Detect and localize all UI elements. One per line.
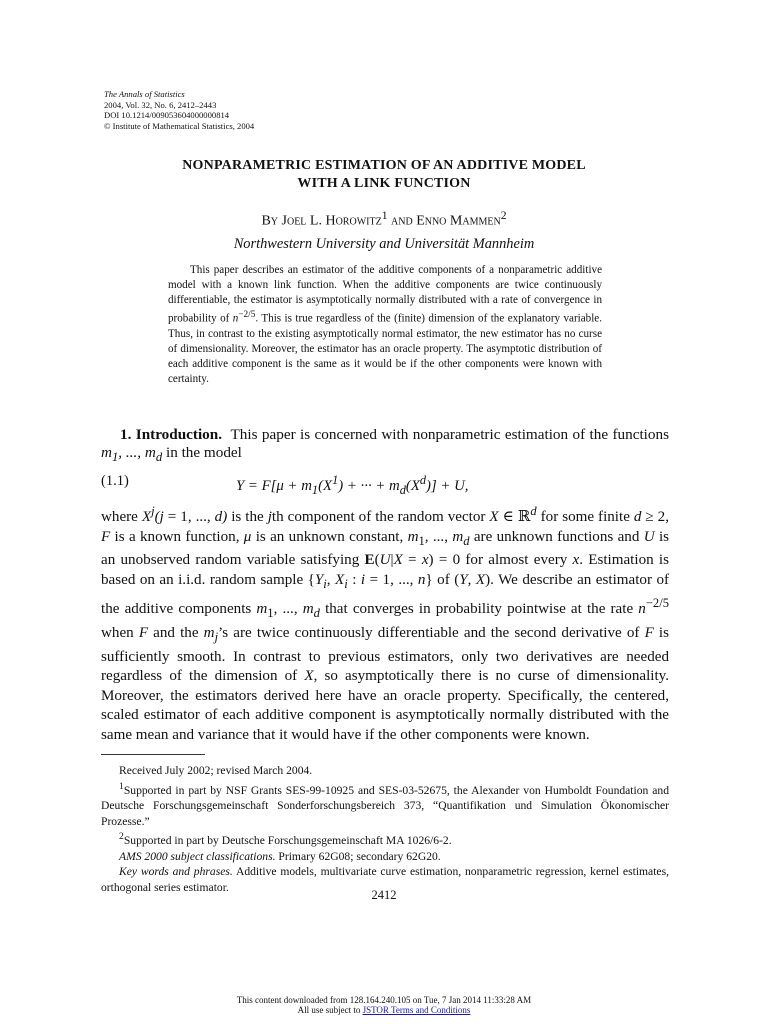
abstract-part-2: . This is true regardless of the (finite) dimension of the explanatory variable. Thus, in contrast to the existing asymptotically normal estimator, the new estimator has no curse of dimensionality. Moreover, the estimator has an oracle property. The asymptotic distribution of each additive component is the same as it would be if the other components were known with certainty. bbox=[168, 312, 602, 386]
intro-text-a: This paper is concerned with nonparametric estimation of the functions bbox=[230, 426, 669, 443]
journal-doi: DOI 10.1214/009053604000000814 bbox=[104, 110, 230, 121]
by-word: By bbox=[261, 213, 279, 229]
author-1-footnote-mark: 1 bbox=[381, 209, 388, 222]
journal-header bbox=[104, 89, 254, 131]
footnote-1: $^1$Supported in part by NSF Grants SES-99-10925 and SES-03-52675, the Alexander von Humboldt Foundation and Deutsche Forschungsgemeinschaft Sonderforschungsbereich 373, “Quantifikation und Simulation Ökonomischer Prozesse.” bbox=[101, 780, 669, 828]
jstor-download-line: This content downloaded from 128.164.240.105 on Tue, 7 Jan 2014 11:33:28 AM bbox=[236, 995, 532, 1005]
keywords: Key words and phrases. Additive models, multivariate curve estimation, nonparametric regression, kernel estimates, orthogonal series estimator. bbox=[101, 865, 669, 894]
author-2-footnote-mark: 2 bbox=[500, 209, 507, 222]
equation-number: (1.1) bbox=[101, 473, 129, 489]
abstract-rate: n bbox=[232, 312, 239, 325]
journal-name: The Annals of Statistics bbox=[104, 89, 185, 99]
received-note: Received July 2002; revised March 2004. bbox=[119, 764, 313, 777]
author-line bbox=[100, 207, 668, 231]
body-paragraph: where $X^j(j = 1$, ..., d) is the jth component of the random vector X ∈ ℝ$^d$ for some finite d ≥ 2, F is a known function, μ is an unknown constant, $m_1$, ..., $m_d$ are unknown functions and U is an unobserved random variable satisfying E(U|X = x) = 0 for almost every x. Estimation is based on an i.i.d. random sample {$Y_i$, $X_i$ : i = 1, ..., n} of (Y, X). We describe an estimator of the additive components $m_1$, ..., $m_d$ that converges in probability pointwise at the rate $n^{-2/5}$ when F and the $m_j’s$ are twice continuously differentiable and the second derivative of F is sufficiently smooth. In contrast to previous estimators, only two derivatives are needed regardless of the dimension of X, so asymptotically there is no curse of dimensionality. Moreover, the estimators derived here have an oracle property. Specifically, the centered, scaled estimator of each additive component is asymptotically normally distributed with the same mean and variance that it would have if the other components were known. bbox=[101, 504, 670, 744]
title-line-2: WITH A LINK FUNCTION bbox=[297, 176, 471, 191]
journal-volume: 2004, Vol. 32, No. 6, 2412–2443 bbox=[104, 99, 217, 110]
intro-paragraph bbox=[101, 426, 669, 466]
and-word: and bbox=[391, 213, 413, 229]
jstor-terms-line: All use subject to JSTOR Terms and Conditions bbox=[297, 1005, 471, 1015]
jstor-notice bbox=[100, 995, 668, 1015]
abstract-rate-exponent: −2/5 bbox=[238, 310, 256, 321]
paper-title bbox=[100, 157, 668, 193]
ams-classification: AMS 2000 subject classifications. Primary 62G08; secondary 62G20. bbox=[119, 849, 441, 863]
section-heading: 1. Introduction. bbox=[120, 426, 223, 443]
intro-funcs: $m_1$, ..., $m_d$ bbox=[101, 444, 163, 465]
author-2: Enno Mammen bbox=[416, 213, 501, 229]
jstor-terms-link[interactable]: JSTOR Terms and Conditions bbox=[362, 1005, 471, 1015]
footnotes bbox=[101, 763, 669, 895]
footnote-2: $^2$Supported in part by Deutsche Forschungsgemeinschaft MA 1026/6-2. bbox=[119, 831, 452, 848]
affiliation: Northwestern University and Universität Mannheim bbox=[233, 236, 535, 252]
abstract-part-1: This paper describes an estimator of the additive components of a nonparametric additive model with a known link function. When the additive components are twice continuously differentiable, the estimator is asymptotically normally distributed with a rate of convergence in probability of bbox=[168, 264, 602, 325]
page-number: 2412 bbox=[371, 888, 397, 902]
abstract bbox=[168, 263, 602, 387]
equation-1-1: $Y = F[\mu + m_1(X^1)$ + ··· + $m_d(X^d)] + U$, bbox=[236, 473, 469, 497]
intro-text-b: in the model bbox=[162, 444, 242, 461]
footnote-divider bbox=[101, 754, 205, 755]
author-1: Joel L. Horowitz bbox=[281, 213, 382, 229]
title-line-1: NONPARAMETRIC ESTIMATION OF AN ADDITIVE MODEL bbox=[182, 158, 586, 173]
journal-copyright: © Institute of Mathematical Statistics, 2004 bbox=[104, 120, 255, 131]
